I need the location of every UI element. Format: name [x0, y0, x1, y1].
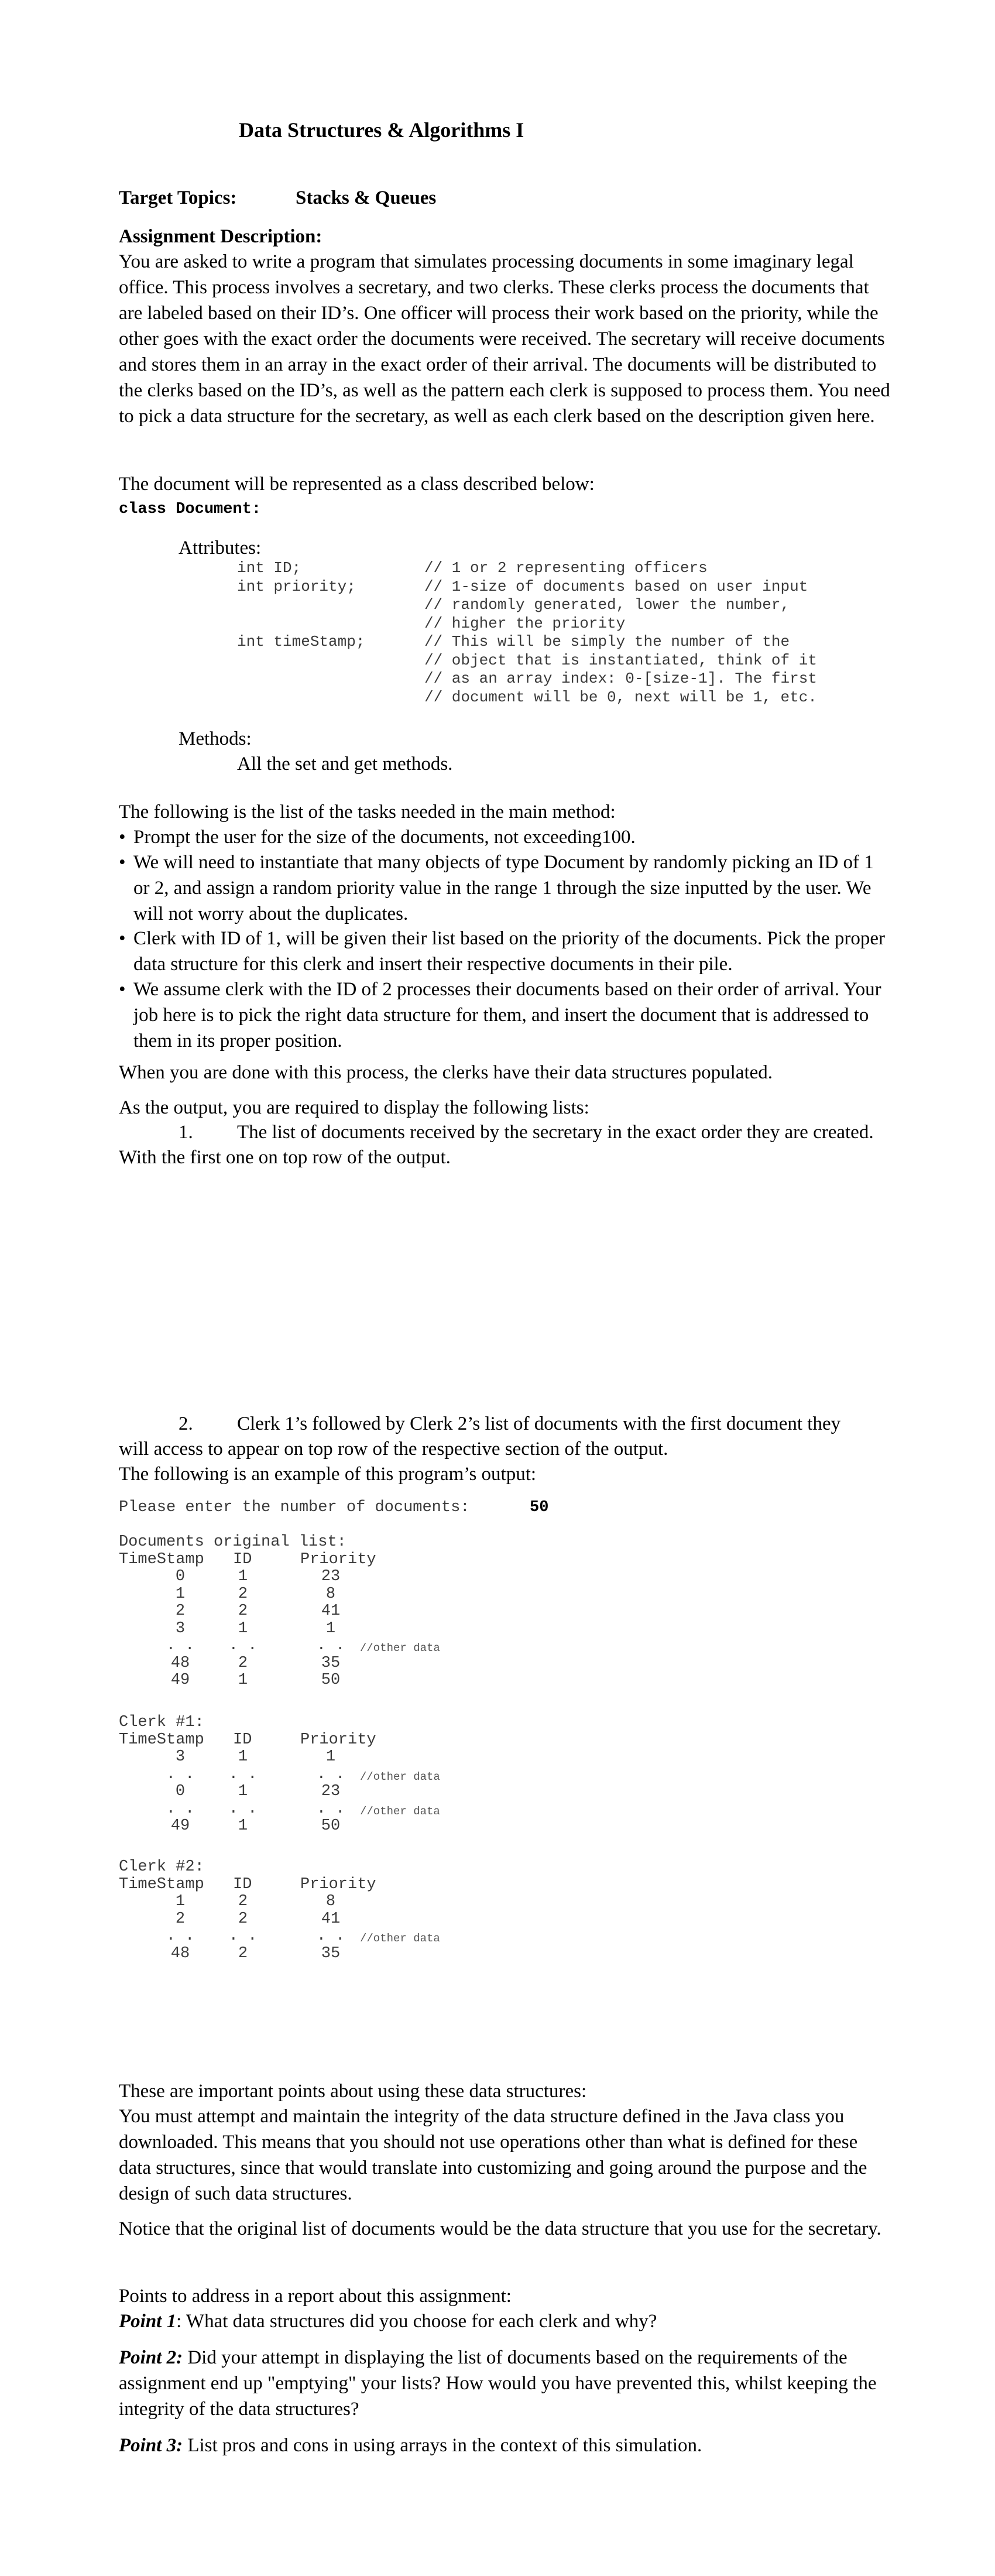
table-row	[119, 1655, 447, 1673]
table-cell: 49	[170, 1817, 190, 1835]
other-data-comment: //other data	[360, 1770, 440, 1783]
table-row	[119, 1818, 447, 1835]
attribute-line	[237, 652, 817, 670]
table-cell: 1	[238, 1748, 248, 1766]
attribute-comment: // This will be simply the number of the	[424, 633, 790, 650]
attribute-comment: // object that is instantiated, think of it	[424, 651, 817, 669]
class-intro: The document will be represented as a class described below:	[119, 474, 595, 495]
attribute-line	[237, 688, 817, 707]
target-topics-value: Stacks & Queues	[296, 187, 437, 208]
bullet-icon: •	[119, 852, 126, 873]
table-cell: 8	[325, 1893, 336, 1910]
attribute-declaration: int priority;	[237, 577, 356, 595]
table-cell: 2	[238, 1602, 248, 1620]
task-text: We assume clerk with the ID of 2 processes their documents based on their order of arrival. Your job here is to pick the right data structure for them, and insert the document that is addressed to them in its proper position.	[133, 979, 881, 1051]
table-cell: . .	[316, 1637, 345, 1654]
tasks-intro: The following is the list of the tasks needed in the main method:	[119, 801, 616, 823]
table-cell: 35	[321, 1944, 341, 1962]
attribute-comment: // randomly generated, lower the number,	[424, 596, 790, 614]
output-intro: As the output, you are required to display the following lists:	[119, 1097, 589, 1118]
table-cell: 35	[321, 1654, 341, 1672]
output-table	[119, 1551, 447, 1690]
table-row	[119, 1801, 447, 1818]
point-3-label: Point 3:	[119, 2435, 183, 2456]
prompt-text: Please enter the number of documents:	[119, 1499, 470, 1516]
table-cell: 1	[325, 1748, 336, 1766]
task-item	[119, 849, 891, 927]
attribute-declaration: int timeStamp;	[237, 633, 365, 650]
notice-text: Notice that the original list of documents would be the data structure that you use for the secretary.	[119, 2218, 881, 2239]
table-cell: 49	[170, 1671, 190, 1689]
important-text: You must attempt and maintain the integrity of the data structure defined in the Java class you downloaded. This means that you should not use operations other than what is defined for these data structures, since that would translate into customizing and going around the purpose and the design of such data structures.	[119, 2106, 867, 2204]
table-row	[119, 1893, 447, 1911]
attribute-comment: // 1 or 2 representing officers	[424, 559, 708, 577]
table-row	[119, 1945, 447, 1963]
column-header: ID	[233, 1875, 252, 1893]
table-cell: 1	[238, 1783, 248, 1800]
table-cell: . .	[166, 1637, 195, 1654]
table-row	[119, 1911, 447, 1928]
assignment-heading: Assignment Description:	[119, 226, 322, 247]
column-header: TimeStamp	[119, 1550, 204, 1568]
other-data-comment: //other data	[360, 1932, 440, 1945]
output-item-2-continuation: will access to appear on top row of the respective section of the output.	[119, 1438, 668, 1460]
table-cell: 1	[175, 1893, 186, 1910]
table-cell: . .	[228, 1637, 258, 1654]
methods-text: All the set and get methods.	[237, 753, 453, 775]
table-cell: 23	[321, 1568, 341, 1585]
table-cell: 48	[170, 1654, 190, 1672]
table-row	[119, 1638, 447, 1655]
table-cell: 2	[238, 1893, 248, 1910]
point-2-label: Point 2:	[119, 2347, 183, 2368]
bullet-icon: •	[119, 928, 126, 949]
task-text: Clerk with ID of 1, will be given their list based on the priority of the documents. Pick the proper data structure for this clerk and insert their respective documents in their pile.	[133, 928, 885, 975]
example-intro: The following is an example of this program’s output:	[119, 1464, 537, 1485]
target-topics-label: Target Topics:	[119, 187, 237, 208]
tasks-done-text: When you are done with this process, the clerks have their data structures populated.	[119, 1062, 773, 1083]
attribute-line	[237, 670, 817, 688]
table-header-row	[119, 1551, 447, 1569]
table-cell: 2	[175, 1602, 186, 1620]
table-cell: 2	[238, 1654, 248, 1672]
column-header: TimeStamp	[119, 1731, 204, 1749]
table-cell: . .	[228, 1800, 258, 1818]
methods-label: Methods:	[179, 728, 252, 749]
table-cell: 2	[238, 1944, 248, 1962]
table-cell: . .	[316, 1927, 345, 1945]
table-row	[119, 1568, 447, 1586]
table-cell: . .	[166, 1800, 195, 1818]
table-cell: . .	[316, 1800, 345, 1818]
clerk-2-section	[119, 1858, 440, 1962]
table-header-row	[119, 1876, 447, 1894]
page-title: Data Structures & Algorithms I	[239, 118, 524, 142]
table-row	[119, 1783, 447, 1801]
table-cell: 1	[238, 1671, 248, 1689]
attributes-label: Attributes:	[179, 537, 262, 559]
attribute-line	[237, 633, 790, 652]
original-list-section	[119, 1533, 440, 1689]
table-cell: 1	[325, 1619, 336, 1638]
table-cell: 1	[238, 1817, 248, 1835]
output-table	[119, 1732, 447, 1835]
output-table	[119, 1876, 447, 1963]
table-row	[119, 1749, 447, 1766]
column-header: ID	[233, 1731, 252, 1749]
point-2-text: Did your attempt in displaying the list of documents based on the requirements of the assignment end up "emptying" your lists? How would you have prevented this, whilst keeping the integrity of the data structures?	[119, 2347, 877, 2420]
task-text: We will need to instantiate that many objects of type Document by randomly picking an ID of 1 or 2, and assign a random priority value in the range 1 through the size inputted by the user. We will not worry about the duplicates.	[133, 852, 874, 924]
output-item-1-text: The list of documents received by the secretary in the exact order they are created.	[237, 1122, 874, 1143]
table-row	[119, 1672, 447, 1690]
attribute-comment: // document will be 0, next will be 1, etc.	[424, 688, 817, 706]
table-cell: 48	[170, 1944, 190, 1962]
table-row	[119, 1586, 447, 1604]
attribute-comment: // 1-size of documents based on user input	[424, 577, 808, 595]
table-cell: 2	[238, 1910, 248, 1928]
attribute-line	[237, 615, 625, 633]
output-item-2-text: Clerk 1’s followed by Clerk 2’s list of documents with the first document they	[237, 1413, 841, 1434]
table-cell: 1	[175, 1585, 186, 1603]
task-text: Prompt the user for the size of the documents, not exceeding100.	[133, 827, 636, 848]
attribute-line	[237, 596, 790, 615]
attribute-declaration: int ID;	[237, 559, 301, 577]
table-cell: . .	[228, 1927, 258, 1945]
table-cell: 50	[321, 1817, 341, 1835]
points-intro: Points to address in a report about this assignment:	[119, 2286, 512, 2307]
point-1-label: Point 1	[119, 2311, 177, 2332]
attribute-line	[237, 578, 808, 597]
table-cell: 41	[321, 1910, 341, 1928]
point-2	[119, 2345, 891, 2422]
table-cell: 3	[175, 1748, 186, 1766]
clerk-1-section	[119, 1714, 440, 1835]
table-cell: 0	[175, 1783, 186, 1800]
output-item-2-number: 2.	[179, 1413, 193, 1434]
task-item	[119, 977, 891, 1054]
table-cell: 3	[175, 1619, 186, 1638]
point-3-text: List pros and cons in using arrays in the context of this simulation.	[183, 2435, 702, 2456]
point-1-text: : What data structures did you choose for each clerk and why?	[176, 2311, 657, 2332]
task-item	[119, 926, 891, 977]
table-cell: 1	[238, 1619, 248, 1638]
section-title: Documents original list:	[119, 1533, 346, 1551]
table-cell: 8	[325, 1585, 336, 1603]
important-intro: These are important points about using these data structures:	[119, 2081, 587, 2102]
point-3	[119, 2433, 891, 2458]
table-cell: 1	[238, 1568, 248, 1585]
column-header: ID	[233, 1550, 252, 1568]
table-cell: 23	[321, 1783, 341, 1800]
bullet-icon: •	[119, 979, 126, 1000]
assignment-description: You are asked to write a program that simulates processing documents in some imaginary legal office. This process involves a secretary, and two clerks. These clerks process the documents that are labeled based on their ID’s. One officer will process their work based on the priority, while the other goes with the exact order the documents were received. The secretary will receive documents and stores them in an array in the exact order of their arrival. The documents will be distributed to the clerks based on the ID’s, as well as the pattern each clerk is supposed to process them. You need to pick a data structure for the secretary, as well as each clerk based on the description given here.	[119, 251, 890, 427]
attribute-comment: // as an array index: 0-[size-1]. The first	[424, 670, 817, 687]
prompt-value: 50	[530, 1499, 549, 1516]
column-header: TimeStamp	[119, 1875, 204, 1893]
table-row	[119, 1621, 447, 1638]
table-cell: . .	[166, 1765, 195, 1783]
table-row	[119, 1766, 447, 1784]
table-cell: 2	[175, 1910, 186, 1928]
column-header: Priority	[300, 1731, 376, 1749]
bullet-icon: •	[119, 827, 126, 848]
table-row	[119, 1603, 447, 1621]
point-1	[119, 2308, 891, 2334]
column-header: Priority	[300, 1875, 376, 1893]
other-data-comment: //other data	[360, 1804, 440, 1818]
class-declaration: class Document:	[119, 501, 262, 518]
table-cell: 41	[321, 1602, 341, 1620]
table-header-row	[119, 1732, 447, 1749]
attribute-line	[237, 559, 708, 578]
column-header: Priority	[300, 1550, 376, 1568]
section-title: Clerk #1:	[119, 1714, 204, 1731]
table-cell: . .	[228, 1765, 258, 1783]
section-title: Clerk #2:	[119, 1858, 204, 1876]
task-item	[119, 824, 891, 850]
table-cell: 2	[238, 1585, 248, 1603]
attribute-comment: // higher the priority	[424, 614, 626, 632]
other-data-comment: //other data	[360, 1642, 440, 1654]
table-row	[119, 1928, 447, 1945]
output-item-1-continuation: With the first one on top row of the output.	[119, 1147, 451, 1168]
table-cell: . .	[166, 1927, 195, 1945]
output-item-1-number: 1.	[179, 1122, 193, 1143]
table-cell: 50	[321, 1671, 341, 1689]
table-cell: . .	[316, 1765, 345, 1783]
table-cell: 0	[175, 1568, 186, 1585]
